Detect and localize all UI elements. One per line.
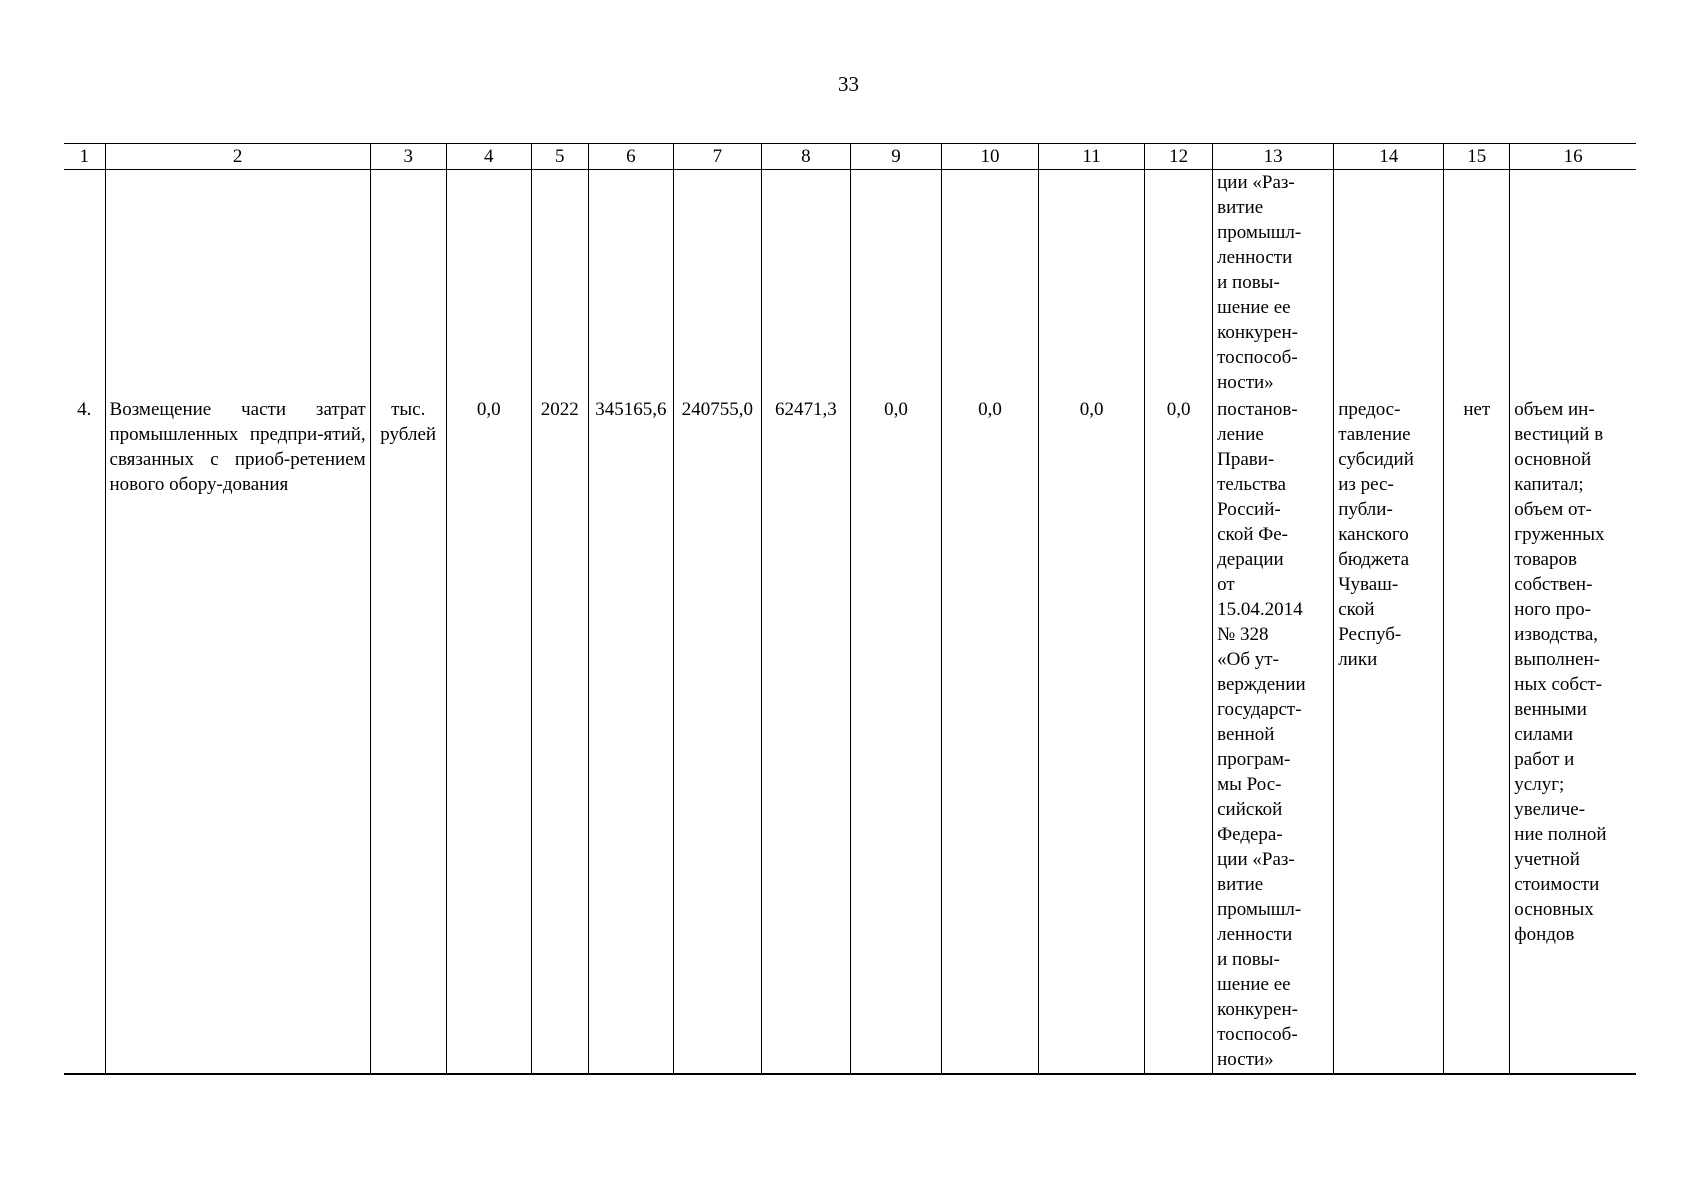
cell-text-line: канского (1338, 524, 1409, 545)
cell-text-line: Федера- (1217, 824, 1283, 845)
cell-col9: 0,0 (850, 396, 941, 1074)
cell-text-line: № 328 (1217, 624, 1269, 645)
cell-col7: 240755,0 (673, 396, 761, 1074)
cell-text-line: ции «Раз- (1217, 849, 1295, 870)
column-header: 11 (1039, 144, 1145, 170)
cell-text-line: Прави- (1217, 449, 1275, 470)
cell-text-line: витие (1217, 197, 1264, 218)
cell-text-line: 15.04.2014 (1217, 599, 1303, 620)
cell-text-line: конкурен- (1217, 999, 1298, 1020)
cell-text-line: капитал; (1514, 474, 1584, 495)
cell-text-line: вестиций в (1514, 424, 1604, 445)
column-header: 10 (941, 144, 1038, 170)
cell-text-line: рублей (380, 424, 437, 445)
cell-text-line: ных собст- (1514, 674, 1603, 695)
cell-text-line: тоспособ- (1217, 1024, 1298, 1045)
cell-text-line: витие (1217, 874, 1264, 895)
header-row (64, 144, 1636, 170)
cell-col6: 345165,6 (588, 396, 673, 1074)
cell-text-line: «Об ут- (1217, 649, 1279, 670)
table-row-continuation (64, 170, 1636, 397)
cell-text-line: Чуваш- (1338, 574, 1399, 595)
cell-legal-basis-continued (1213, 170, 1334, 397)
cell-text-line: публи- (1338, 499, 1393, 520)
column-header: 12 (1145, 144, 1213, 170)
cell-text-line: увеличе- (1514, 799, 1586, 820)
column-header: 5 (531, 144, 588, 170)
cell-text-line: ние полной (1514, 824, 1607, 845)
cell-text-line: субсидий (1338, 449, 1414, 470)
column-header: 8 (761, 144, 850, 170)
data-table (64, 143, 1636, 1075)
cell-year: 2022 (531, 396, 588, 1074)
cell-text-line: постанов- (1217, 399, 1298, 420)
cell-text-line: Россий- (1217, 499, 1281, 520)
cell-text-line: объем ин- (1514, 399, 1595, 420)
column-header: 2 (105, 144, 370, 170)
cell-text-line: венными (1514, 699, 1587, 720)
column-header: 6 (588, 144, 673, 170)
cell-support-form (1334, 396, 1444, 1074)
cell-text-line: Респуб- (1338, 624, 1402, 645)
cell-text-line: объем от- (1514, 499, 1592, 520)
cell-text-line: фондов (1514, 924, 1575, 945)
cell-text-line: дерации (1217, 549, 1284, 570)
column-header: 16 (1510, 144, 1636, 170)
cell-text-line: ного про- (1514, 599, 1592, 620)
cell-text-line: и повы- (1217, 949, 1280, 970)
cell-text-line: шение ее (1217, 297, 1291, 318)
cell-text-line: ции «Раз- (1217, 172, 1295, 193)
cell-text-line: изводства, (1514, 624, 1599, 645)
cell-text-line: ленности (1217, 247, 1293, 268)
cell-text-line: ности» (1217, 1049, 1274, 1070)
cell-text-line: товаров (1514, 549, 1577, 570)
column-header: 15 (1444, 144, 1510, 170)
cell-text-line: ленности (1217, 924, 1293, 945)
cell-text-line: лики (1338, 649, 1378, 670)
column-header: 9 (850, 144, 941, 170)
column-header: 3 (370, 144, 446, 170)
cell-text-line: конкурен- (1217, 322, 1298, 343)
cell-col8: 62471,3 (761, 396, 850, 1074)
cell-text-line: шение ее (1217, 974, 1291, 995)
cell-legal-basis (1213, 396, 1334, 1074)
cell-text-line: от (1217, 574, 1235, 595)
column-header: 4 (446, 144, 531, 170)
cell-text-line: основной (1514, 449, 1592, 470)
cell-text-line: тельства (1217, 474, 1286, 495)
cell-text-line: ской Фе- (1217, 524, 1289, 545)
cell-col11: 0,0 (1039, 396, 1145, 1074)
cell-text-line: выполнен- (1514, 649, 1601, 670)
cell-text-line: работ и (1514, 749, 1575, 770)
cell-text-line: собствен- (1514, 574, 1593, 595)
column-header: 1 (64, 144, 105, 170)
cell-text-line: сийской (1217, 799, 1283, 820)
cell-col4: 0,0 (446, 396, 531, 1074)
cell-text-line: из рес- (1338, 474, 1394, 495)
cell-text-line: тоспособ- (1217, 347, 1298, 368)
page-number: 33 (838, 72, 859, 96)
cell-text-line: груженных (1514, 524, 1605, 545)
cell-text-line: государст- (1217, 699, 1302, 720)
cell-text-line: ности» (1217, 372, 1274, 393)
cell-text-line: основных (1514, 899, 1594, 920)
cell-text-line: предос- (1338, 399, 1401, 420)
cell-text-line: венной (1217, 724, 1275, 745)
cell-indicators (1510, 396, 1636, 1074)
column-header: 14 (1334, 144, 1444, 170)
cell-text-line: верждении (1217, 674, 1306, 695)
cell-text-line: силами (1514, 724, 1573, 745)
cell-text-line: промышл- (1217, 899, 1302, 920)
cell-text-line: бюджета (1338, 549, 1410, 570)
cell-col10: 0,0 (941, 396, 1038, 1074)
column-header: 13 (1213, 144, 1334, 170)
cell-text-line: и повы- (1217, 272, 1280, 293)
cell-col12: 0,0 (1145, 396, 1213, 1074)
cell-text-line: програм- (1217, 749, 1291, 770)
cell-text-line: мы Рос- (1217, 774, 1282, 795)
cell-measure-name: Возмещение части затрат промышленных предпри-ятий, связанных с приоб-ретением нового обору-дования (105, 396, 370, 1074)
cell-text-line: ской (1338, 599, 1375, 620)
cell-text-line: промышл- (1217, 222, 1302, 243)
cell-text-line: тавление (1338, 424, 1411, 445)
cell-text-line: тыс. (391, 399, 426, 420)
cell-text-line: учетной (1514, 849, 1580, 870)
cell-text-line: ление (1217, 424, 1264, 445)
table-row (64, 396, 1636, 1074)
column-header: 7 (673, 144, 761, 170)
cell-text-line: стоимости (1514, 874, 1600, 895)
cell-unit (370, 396, 446, 1074)
cell-col15: нет (1444, 396, 1510, 1074)
cell-text-line: услуг; (1514, 774, 1565, 795)
cell-row-number: 4. (64, 396, 105, 1074)
